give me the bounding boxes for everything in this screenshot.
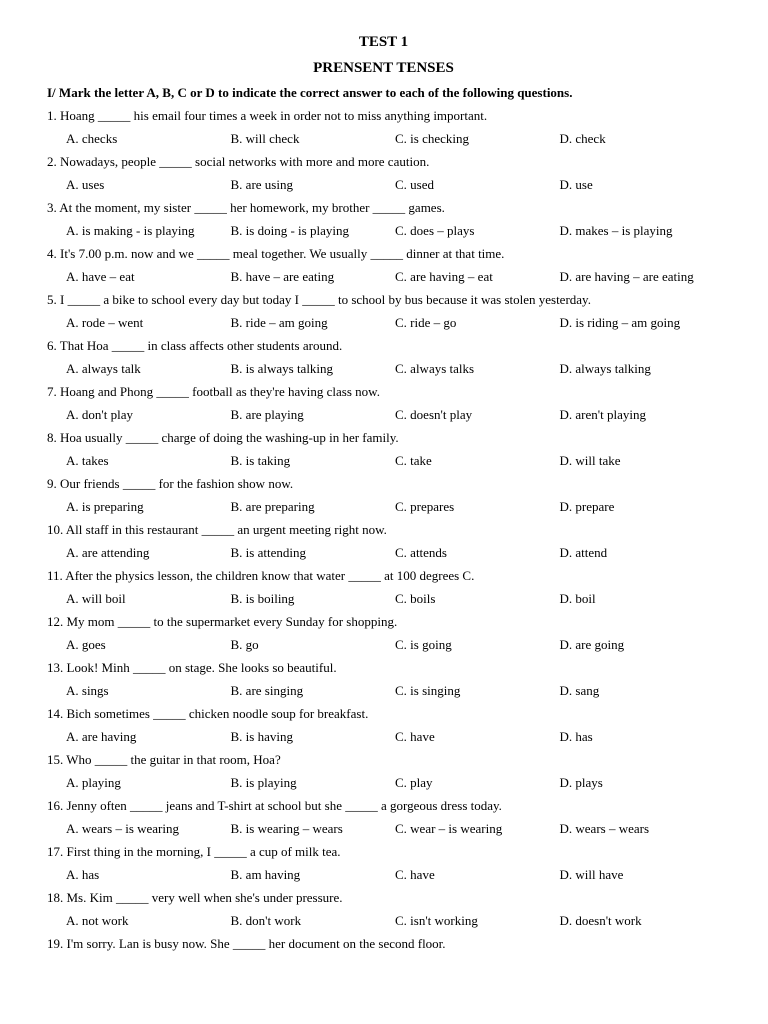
answer-option[interactable]: D. are having – are eating (559, 269, 694, 284)
question-list (47, 108, 720, 952)
answer-option[interactable]: D. always talking (559, 361, 651, 376)
question-text: 13. Look! Minh _____ on stage. She looks so beautiful. (47, 660, 337, 675)
answer-option[interactable]: B. are preparing (230, 499, 315, 514)
answer-option[interactable]: A. has (66, 867, 100, 882)
answer-option[interactable]: B. will check (230, 131, 300, 146)
test-subtitle: PRENSENT TENSES (313, 60, 454, 76)
answer-option[interactable]: B. is playing (230, 775, 297, 790)
answer-option[interactable]: D. sang (559, 683, 600, 698)
question-text: 6. That Hoa _____ in class affects other students around. (47, 338, 343, 353)
answer-option[interactable]: D. has (559, 729, 593, 744)
answer-options (47, 407, 720, 423)
answer-option[interactable]: A. always talk (66, 361, 141, 376)
answer-option[interactable]: C. is going (395, 637, 452, 652)
answer-option[interactable]: B. is having (230, 729, 293, 744)
question-text: 5. I _____ a bike to school every day but today I _____ to school by bus because it was stolen yesterday. (47, 292, 591, 307)
answer-option[interactable]: A. wears – is wearing (66, 821, 179, 836)
answer-option[interactable]: D. makes – is playing (559, 223, 673, 238)
question-text: 17. First thing in the morning, I _____ a cup of milk tea. (47, 844, 341, 859)
answer-option[interactable]: A. is making - is playing (66, 223, 195, 238)
question-text: 9. Our friends _____ for the fashion show now. (47, 476, 294, 491)
answer-option[interactable]: B. is attending (230, 545, 306, 560)
answer-option[interactable]: D. prepare (559, 499, 615, 514)
answer-option[interactable]: B. go (230, 637, 259, 652)
question-text: 18. Ms. Kim _____ very well when she's under pressure. (47, 890, 343, 905)
question-text: 12. My mom _____ to the supermarket every Sunday for shopping. (47, 614, 398, 629)
answer-option[interactable]: D. are going (559, 637, 625, 652)
answer-option[interactable]: A. playing (66, 775, 121, 790)
answer-option[interactable]: B. is doing - is playing (230, 223, 349, 238)
answer-option[interactable]: C. have (395, 867, 435, 882)
answer-option[interactable]: A. are having (66, 729, 137, 744)
answer-options (47, 913, 720, 929)
answer-option[interactable]: B. is always talking (230, 361, 334, 376)
answer-option[interactable]: B. is boiling (230, 591, 295, 606)
answer-option[interactable]: C. isn't working (395, 913, 478, 928)
question-text: 11. After the physics lesson, the children know that water _____ at 100 degrees C. (47, 568, 475, 583)
answer-option[interactable]: A. sings (66, 683, 109, 698)
answer-option[interactable]: C. wear – is wearing (395, 821, 503, 836)
answer-option[interactable]: A. uses (66, 177, 105, 192)
question-text: 4. It's 7.00 p.m. now and we _____ meal together. We usually _____ dinner at that time. (47, 246, 505, 261)
answer-option[interactable]: C. is checking (395, 131, 470, 146)
answer-options (47, 499, 720, 515)
answer-option[interactable]: A. have – eat (66, 269, 135, 284)
answer-option[interactable]: D. check (559, 131, 606, 146)
question-text: 14. Bich sometimes _____ chicken noodle soup for breakfast. (47, 706, 369, 721)
answer-options (47, 867, 720, 883)
answer-option[interactable]: C. boils (395, 591, 436, 606)
test-title: TEST 1 (358, 34, 409, 50)
question-text: 2. Nowadays, people _____ social networks with more and more caution. (47, 154, 430, 169)
answer-options (47, 775, 720, 791)
answer-option[interactable]: D. will take (559, 453, 621, 468)
answer-option[interactable]: A. goes (66, 637, 106, 652)
question-text: 3. At the moment, my sister _____ her homework, my brother _____ games. (47, 200, 445, 215)
answer-option[interactable]: D. boil (559, 591, 596, 606)
question-text: 7. Hoang and Phong _____ football as they're having class now. (47, 384, 380, 399)
answer-option[interactable]: C. are having – eat (395, 269, 493, 284)
answer-option[interactable]: A. is preparing (66, 499, 144, 514)
question-text: 15. Who _____ the guitar in that room, Hoa? (47, 752, 281, 767)
answer-option[interactable]: C. attends (395, 545, 447, 560)
answer-option[interactable]: A. are attending (66, 545, 150, 560)
answer-option[interactable]: B. are playing (230, 407, 304, 422)
answer-option[interactable]: C. used (395, 177, 434, 192)
answer-option[interactable]: B. is taking (230, 453, 291, 468)
answer-option[interactable]: B. am having (230, 867, 301, 882)
answer-options (47, 683, 720, 699)
answer-option[interactable]: C. have (395, 729, 435, 744)
answer-option[interactable]: B. don't work (230, 913, 302, 928)
answer-option[interactable]: A. don't play (66, 407, 133, 422)
answer-options (47, 821, 720, 837)
answer-option[interactable]: C. is singing (395, 683, 461, 698)
answer-option[interactable]: C. doesn't play (395, 407, 473, 422)
answer-option[interactable]: D. will have (559, 867, 624, 882)
answer-option[interactable]: B. is wearing – wears (230, 821, 343, 836)
answer-option[interactable]: B. have – are eating (230, 269, 335, 284)
answer-options (47, 729, 720, 745)
section-instruction: I/ Mark the letter A, B, C or D to indicate the correct answer to each of the following questions. (47, 85, 573, 100)
answer-option[interactable]: D. wears – wears (559, 821, 650, 836)
question-text: 16. Jenny often _____ jeans and T-shirt at school but she _____ a gorgeous dress today. (47, 798, 502, 813)
answer-options (47, 361, 720, 377)
answer-options (47, 315, 720, 331)
answer-option[interactable]: D. aren't playing (559, 407, 646, 422)
answer-options (47, 223, 720, 239)
answer-option[interactable]: D. attend (559, 545, 608, 560)
answer-option[interactable]: A. checks (66, 131, 118, 146)
answer-option[interactable]: A. will boil (66, 591, 126, 606)
answer-options (47, 453, 720, 469)
answer-option[interactable]: D. use (559, 177, 593, 192)
answer-option[interactable]: C. take (395, 453, 432, 468)
answer-options (47, 131, 720, 147)
question-text: 1. Hoang _____ his email four times a week in order not to miss anything important. (47, 108, 488, 123)
answer-options (47, 177, 720, 193)
question-text: 19. I'm sorry. Lan is busy now. She _____ her document on the second floor. (47, 936, 446, 951)
answer-option[interactable]: D. is riding – am going (559, 315, 681, 330)
answer-option[interactable]: D. doesn't work (559, 913, 642, 928)
answer-options (47, 637, 720, 653)
answer-option[interactable]: B. are using (230, 177, 293, 192)
answer-option[interactable]: B. ride – am going (230, 315, 328, 330)
question-text: 8. Hoa usually _____ charge of doing the washing-up in her family. (47, 430, 399, 445)
answer-option[interactable]: B. are singing (230, 683, 304, 698)
answer-option[interactable]: A. rode – went (66, 315, 144, 330)
answer-option[interactable]: C. does – plays (395, 223, 475, 238)
answer-options (47, 591, 720, 607)
answer-options (47, 269, 720, 285)
question-text: 10. All staff in this restaurant _____ an urgent meeting right now. (47, 522, 387, 537)
answer-option[interactable]: D. plays (559, 775, 603, 790)
answer-option[interactable]: C. always talks (395, 361, 475, 376)
answer-option[interactable]: C. play (395, 775, 433, 790)
answer-options (47, 545, 720, 561)
answer-option[interactable]: A. takes (66, 453, 109, 468)
answer-option[interactable]: A. not work (66, 913, 129, 928)
answer-option[interactable]: C. prepares (395, 499, 455, 514)
answer-option[interactable]: C. ride – go (395, 315, 457, 330)
